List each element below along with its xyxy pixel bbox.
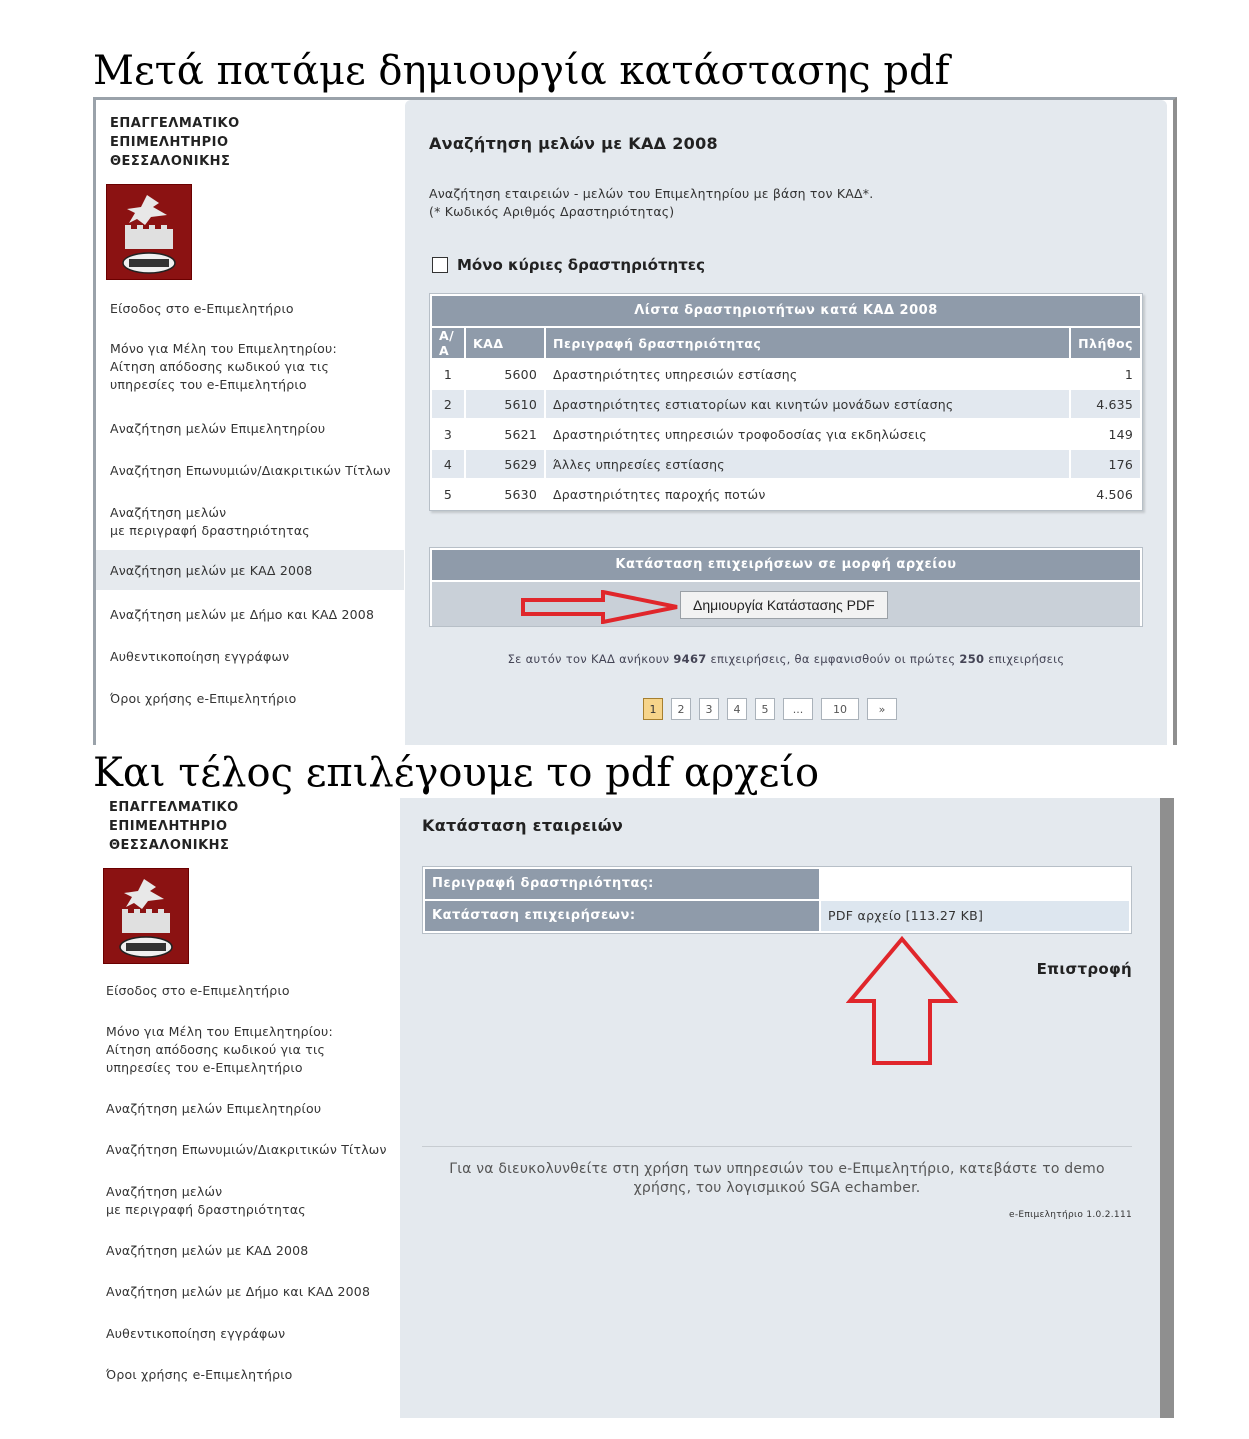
- sidebar: [96, 100, 404, 745]
- sidebar-item-login[interactable]: Είσοδος στο e-Επιμελητήριο: [110, 301, 294, 316]
- intro-text: Αναζήτηση εταιρειών - μελών του Επιμελητηρίου με βάση τον ΚΑΔ*. (* Κωδικός Αριθμός Δραστηριότητας): [429, 186, 874, 219]
- main-activities-label: Μόνο κύριες δραστηριότητες: [457, 256, 706, 274]
- sidebar-item-municipality-kad-search[interactable]: Αναζήτηση μελών με Δήμο και ΚΑΔ 2008: [110, 607, 375, 622]
- results-count: 9467: [673, 652, 707, 666]
- kad-activities-table: [429, 293, 1143, 511]
- brand-name: ΕΠΑΓΓΕΛΜΑΤΙΚΟ ΕΠΙΜΕΛΗΤΗΡΙΟ ΘΕΣΣΑΛΟΝΙΚΗΣ: [110, 116, 240, 169]
- footer-text: Για να διευκολυνθείτε στη χρήση των υπηρεσιών του e-Επιμελητήριο, κατεβάστε το demo χρήσης, του λογισμικού SGA echamber.: [449, 1161, 1105, 1196]
- sidebar-item-municipality-kad-search[interactable]: Αναζήτηση μελών με Δήμο και ΚΑΔ 2008: [106, 1284, 371, 1299]
- col-header-description: Περιγραφή δραστηριότητας: [546, 328, 1069, 358]
- table-row[interactable]: 1 5600 Δραστηριότητες υπηρεσιών εστίασης 1: [443, 366, 1133, 382]
- page-link-5[interactable]: 5: [755, 698, 775, 720]
- version-label: e-Επιμελητήριο 1.0.2.111: [1009, 1210, 1132, 1220]
- pagination: [643, 698, 897, 720]
- doc-heading-1: Μετά πατάμε δημιουργία κατάστασης pdf: [93, 48, 950, 94]
- kad-table: [430, 326, 1142, 510]
- main-content: [405, 100, 1167, 745]
- screenshot-search-page: [93, 97, 1177, 745]
- page-link-2[interactable]: 2: [671, 698, 691, 720]
- sidebar-item-member-search[interactable]: Αναζήτηση μελών Επιμελητηρίου: [106, 1101, 322, 1116]
- pdf-file-link[interactable]: PDF αρχείο [113.27 KB]: [821, 901, 1129, 931]
- col-header-aa: Α/Α: [432, 328, 464, 358]
- sidebar-item-title-search[interactable]: Αναζήτηση Επωνυμιών/Διακριτικών Τίτλων: [110, 463, 391, 478]
- sidebar-item-kad-search[interactable]: Αναζήτηση μελών με ΚΑΔ 2008: [106, 1243, 309, 1258]
- red-arrow-up-icon: [846, 935, 958, 1067]
- chamber-logo: [106, 184, 192, 280]
- sidebar-item-member-search[interactable]: Αναζήτηση μελών Επιμελητηρίου: [110, 421, 326, 436]
- brand-name: ΕΠΑΓΓΕΛΜΑΤΙΚΟ ΕΠΙΜΕΛΗΤΗΡΙΟ ΘΕΣΣΑΛΟΝΙΚΗΣ: [109, 800, 239, 853]
- sidebar-item-kad-search[interactable]: Αναζήτηση μελών με ΚΑΔ 2008: [96, 550, 404, 590]
- main-activities-option: [432, 256, 705, 274]
- page-link-10[interactable]: 10: [821, 698, 859, 720]
- sidebar-item-terms[interactable]: Όροι χρήσης e-Επιμελητήριο: [110, 691, 297, 706]
- create-pdf-button[interactable]: Δημιουργία Κατάστασης PDF: [680, 591, 888, 619]
- sidebar-item-doc-authentication[interactable]: Αυθεντικοποίηση εγγράφων: [110, 649, 290, 664]
- status-row-file: [425, 901, 1129, 931]
- footer-divider: [422, 1146, 1132, 1147]
- activity-label: Περιγραφή δραστηριότητας:: [425, 869, 819, 899]
- results-limit: 250: [959, 652, 985, 666]
- col-header-kad: ΚΑΔ: [466, 328, 544, 358]
- file-panel-caption: Κατάσταση επιχειρήσεων σε μορφή αρχείου: [432, 550, 1140, 580]
- sidebar: [98, 798, 400, 1418]
- status-table: [422, 866, 1132, 934]
- results-info: Σε αυτόν τον ΚΑΔ ανήκουν 9467 επιχειρήσεις, θα εμφανισθούν οι πρώτες 250 επιχειρήσεις: [507, 652, 1065, 666]
- page-link-ellipsis[interactable]: ...: [783, 698, 813, 720]
- table-row[interactable]: 4 5629 Άλλες υπηρεσίες εστίασης 176: [432, 450, 1140, 478]
- page-title: Κατάσταση εταιρειών: [422, 816, 624, 835]
- sidebar-item-title-search[interactable]: Αναζήτηση Επωνυμιών/Διακριτικών Τίτλων: [106, 1142, 387, 1157]
- file-status-label: Κατάσταση επιχειρήσεων:: [425, 901, 819, 931]
- sidebar-item-doc-authentication[interactable]: Αυθεντικοποίηση εγγράφων: [106, 1326, 286, 1341]
- main-content: [400, 798, 1160, 1418]
- page-link-4[interactable]: 4: [727, 698, 747, 720]
- table-header-row: [432, 328, 1140, 358]
- sidebar-item-login[interactable]: Είσοδος στο e-Επιμελητήριο: [106, 983, 290, 998]
- screenshot-status-page: [98, 798, 1176, 1418]
- sidebar-item-activity-search[interactable]: Αναζήτηση μελών με περιγραφή δραστηριότητας: [110, 505, 310, 538]
- window-right-border: [1160, 798, 1174, 1418]
- table-caption: Λίστα δραστηριοτήτων κατά ΚΑΔ 2008: [432, 296, 1140, 326]
- sidebar-item-request-code[interactable]: Μόνο για Μέλη του Επιμελητηρίου: Αίτηση απόδοσης κωδικού για τις υπηρεσίες του e-Επιμελητήριο: [106, 1024, 333, 1075]
- col-header-count: Πλήθος: [1071, 328, 1140, 358]
- page-link-next[interactable]: »: [867, 698, 897, 720]
- red-arrow-right-icon: [519, 590, 685, 624]
- page-link-1[interactable]: 1: [643, 698, 663, 720]
- table-row[interactable]: 2 5610 Δραστηριότητες εστιατορίων και κινητών μονάδων εστίασης 4.635: [432, 390, 1140, 418]
- activity-value: [821, 869, 1129, 899]
- page-link-3[interactable]: 3: [699, 698, 719, 720]
- doc-heading-2: Και τέλος επιλέγουμε το pdf αρχείο: [93, 750, 820, 796]
- chamber-logo: [103, 868, 189, 964]
- sidebar-item-request-code[interactable]: Μόνο για Μέλη του Επιμελητηρίου: Αίτηση απόδοσης κωδικού για τις υπηρεσίες του e-Επιμελητήριο: [110, 341, 337, 392]
- sidebar-item-terms[interactable]: Όροι χρήσης e-Επιμελητήριο: [106, 1367, 293, 1382]
- table-row[interactable]: 5 5630 Δραστηριότητες παροχής ποτών 4.506: [443, 486, 1133, 502]
- back-link[interactable]: Επιστροφή: [1036, 960, 1132, 978]
- status-row-activity: [425, 869, 1129, 899]
- sidebar-item-activity-search[interactable]: Αναζήτηση μελών με περιγραφή δραστηριότητας: [106, 1184, 306, 1217]
- table-row[interactable]: 3 5621 Δραστηριότητες υπηρεσιών τροφοδοσίας για εκδηλώσεις 149: [443, 426, 1133, 442]
- page-title: Αναζήτηση μελών με ΚΑΔ 2008: [429, 134, 718, 153]
- main-activities-checkbox[interactable]: [432, 257, 448, 273]
